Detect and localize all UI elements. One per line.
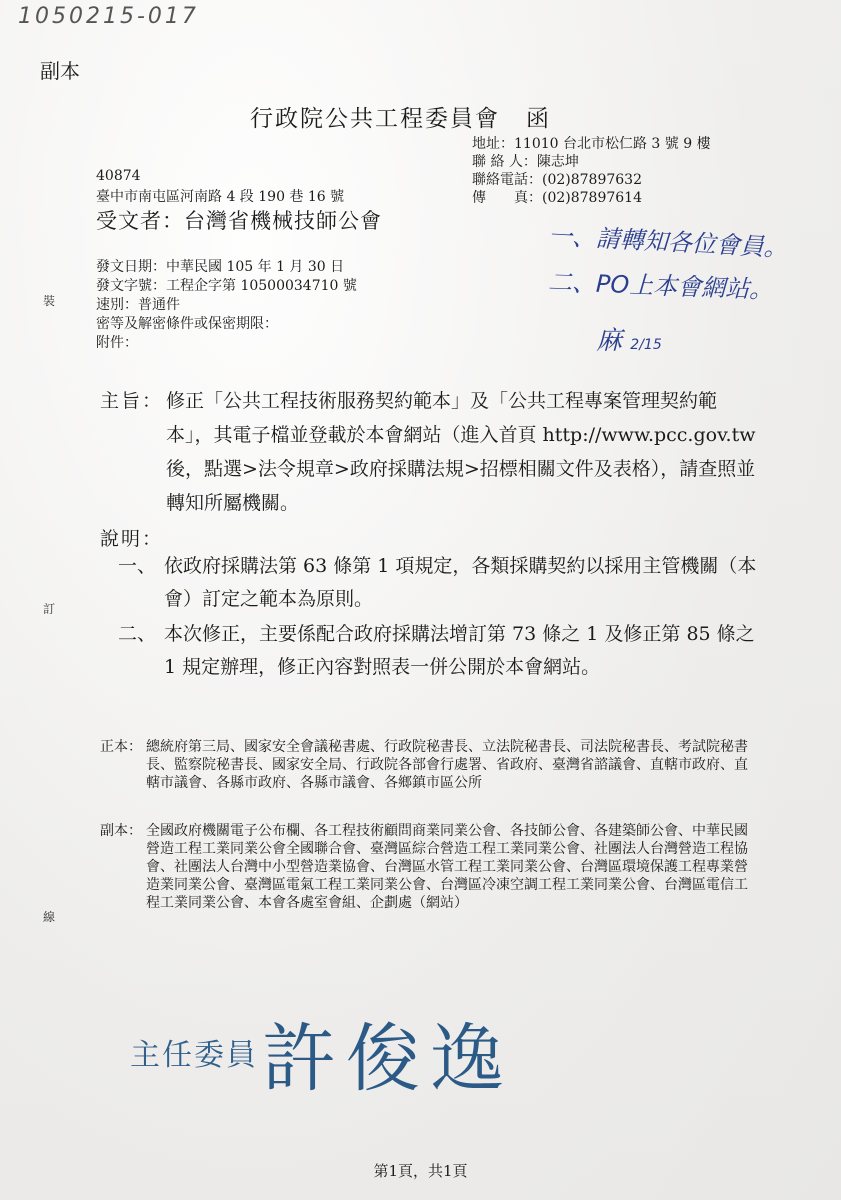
copy-recipients: 全國政府機關電子公布欄、各工程技術顧問商業同業公會、各技師公會、各建築師公會、中華民國營造工程工業同業公會全國聯合會、臺灣區綜合營造工程工業同業公會、社團法人台灣營造工程協會、社團法人台灣中小型營造業協會、台灣區水管工程工業同業公會、台灣區環境保護工程專業營造業同業公會、臺灣區電氣工程工業同業公會、台灣區冷凍空調工程工業同業公會、台灣區電信工程工業同業公會、本會各處室會組、企劃處（網站）: [146, 823, 748, 911]
recipient-postcode: 40874: [96, 168, 141, 184]
document-meta: [96, 258, 357, 353]
subject-section: [100, 384, 760, 520]
attachment-field: 附件：: [96, 335, 138, 351]
sender-phone: 聯絡電話：(02)87897632: [472, 172, 642, 188]
explanation-item: [118, 550, 758, 616]
sender-contact: 聯 絡 人：陳志坤: [472, 154, 579, 170]
doc-type: 函: [526, 106, 551, 132]
distribution-original: [100, 738, 760, 792]
subject-label: 主旨：: [100, 390, 164, 412]
sender-address: 地址：11010 台北市松仁路 3 號 9 樓: [472, 136, 711, 152]
explanation-item-number: 二、: [118, 623, 157, 645]
recipient-address: 臺中市南屯區河南路 4 段 190 巷 16 號: [96, 189, 345, 205]
handwritten-initials: [596, 320, 662, 357]
original-label: 正本：: [100, 739, 142, 755]
explanation-item-text: 依政府採購法第 63 條第 1 項規定，各類採購契約以採用主管機關（本會）訂定之範本為原則。: [164, 555, 757, 610]
explanation-item-text: 本次修正，主要係配合政府採購法增訂第 73 條之 1 及修正第 85 條之 1 規定辦理，修正內容對照表一併公開於本會網站。: [164, 623, 755, 678]
signature-title: 主任委員: [130, 1038, 258, 1073]
copy-label: 副本：: [100, 823, 142, 839]
handwritten-note-1: 一、請轉知各位會員。: [547, 221, 789, 263]
subject-text: 修正「公共工程技術服務契約範本」及「公共工程專案管理契約範本」，其電子檔並登載於本會網站（進入首頁 http://www.pcc.gov.tw 後，點選>法令規章>政府採購法規>招標相關文件及表格），請查照並轉知所屬機關。: [166, 390, 756, 514]
sender-fax: 傳 真：(02)87897614: [472, 190, 642, 206]
speed-class: 速別：普通件: [96, 297, 180, 313]
original-recipients: 總統府第三局、國家安全會議秘書處、行政院秘書長、立法院秘書長、司法院秘書長、考試院秘書長、監察院秘書長、國家安全局、行政院各部會行處署、省政府、臺灣省諮議會、直轄市政府、直轄市議會、各縣市政府、各縣市議會、各鄉鎮市區公所: [146, 739, 748, 791]
initials: 麻: [596, 326, 623, 356]
pagination: 第1頁，共1頁: [373, 1162, 468, 1180]
sender-info: [472, 135, 711, 207]
explanation-item: [118, 618, 758, 684]
issue-date: 發文日期：中華民國 105 年 1 月 30 日: [96, 259, 345, 275]
binding-mark-zhuang: 裝: [43, 294, 56, 308]
handwritten-ref-number: 1050215-017: [18, 4, 199, 29]
doc-number: 發文字號：工程企字第 10500034710 號: [96, 278, 357, 294]
document-title: [250, 100, 551, 133]
explanation-item-number: 一、: [118, 555, 157, 577]
secrecy-level: 密等及解密條件或保密期限：: [96, 316, 278, 332]
binding-mark-ding: 訂: [43, 602, 56, 616]
binding-mark-xian: 線: [43, 910, 56, 924]
handwritten-note-2: 二、PO上本會網站。: [547, 268, 774, 304]
signature-name: 許俊逸: [262, 1016, 514, 1102]
recipient-name: 受文者：台灣省機械技師公會: [96, 209, 382, 233]
explanation-label: 說明：: [100, 528, 164, 550]
initials-date: 2/15: [630, 337, 662, 353]
copy-mark: 副本: [40, 59, 80, 83]
org-title: 行政院公共工程委員會: [250, 106, 500, 132]
distribution-copy: [100, 822, 760, 912]
